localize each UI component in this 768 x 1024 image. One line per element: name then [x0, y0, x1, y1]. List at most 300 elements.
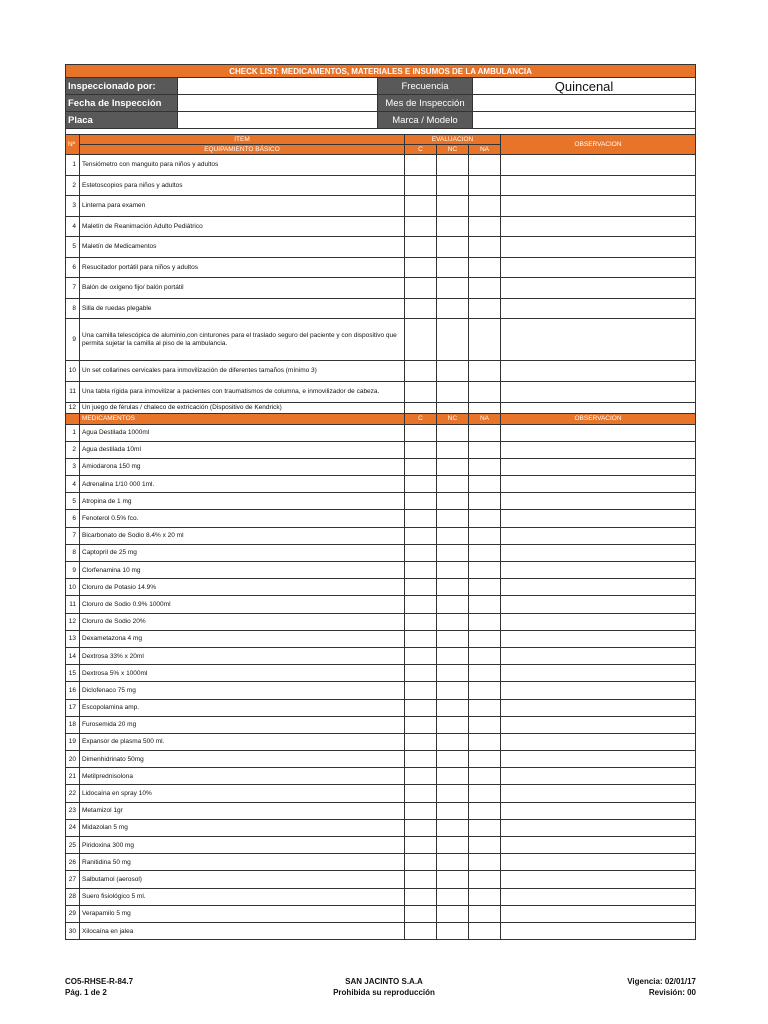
- na-checkbox[interactable]: [469, 476, 501, 493]
- nc-checkbox[interactable]: [437, 476, 469, 493]
- medicamentos-row: [66, 905, 696, 922]
- observacion-field[interactable]: [501, 819, 696, 836]
- marca-field[interactable]: [473, 112, 696, 129]
- item-description: Lidocaína en spray 10%: [80, 785, 405, 802]
- observacion-field[interactable]: [501, 319, 696, 361]
- item-description: Fenoterol 0.5% fco.: [80, 510, 405, 527]
- item-description: Furosemida 20 mg: [80, 716, 405, 733]
- header-table: [65, 64, 696, 134]
- medicamentos-rows: [66, 424, 696, 940]
- c-checkbox[interactable]: [405, 216, 437, 237]
- na-checkbox[interactable]: [469, 665, 501, 682]
- na-checkbox[interactable]: [469, 319, 501, 361]
- c-checkbox[interactable]: [405, 493, 437, 510]
- nc-checkbox[interactable]: [437, 216, 469, 237]
- item-number: 27: [66, 871, 80, 888]
- item-number: 3: [66, 196, 80, 217]
- item-number: 4: [66, 216, 80, 237]
- c-checkbox[interactable]: [405, 699, 437, 716]
- observacion-field[interactable]: [501, 544, 696, 561]
- item-number: 11: [66, 596, 80, 613]
- reproduction-notice: Prohibida su reproducción: [333, 988, 435, 997]
- marca-label: Marca / Modelo: [378, 112, 473, 129]
- medicamentos-row: [66, 837, 696, 854]
- na-checkbox[interactable]: [469, 733, 501, 750]
- na-checkbox[interactable]: [469, 716, 501, 733]
- na-checkbox[interactable]: [469, 888, 501, 905]
- item-description: Agua Destilada 1000ml: [80, 424, 405, 441]
- equipamiento-row: [66, 175, 696, 196]
- item-description: Dextrosa 33% x 20ml: [80, 647, 405, 664]
- c-checkbox[interactable]: [405, 596, 437, 613]
- na-checkbox[interactable]: [469, 402, 501, 413]
- page-number: Pág. 1 de 2: [65, 988, 107, 997]
- medicamentos-row: [66, 596, 696, 613]
- medicamentos-row: [66, 854, 696, 871]
- nc-checkbox[interactable]: [437, 733, 469, 750]
- c-checkbox[interactable]: [405, 155, 437, 176]
- observacion-field[interactable]: [501, 527, 696, 544]
- observacion-field[interactable]: [501, 905, 696, 922]
- na-checkbox[interactable]: [469, 613, 501, 630]
- item-number: 25: [66, 837, 80, 854]
- vigencia: Vigencia: 02/01/17: [627, 977, 696, 986]
- item-number: 20: [66, 751, 80, 768]
- inspeccionado-field[interactable]: [178, 78, 378, 95]
- item-number: 18: [66, 716, 80, 733]
- medicamentos-row: [66, 544, 696, 561]
- nc-checkbox[interactable]: [437, 699, 469, 716]
- na-checkbox[interactable]: [469, 458, 501, 475]
- item-number: 19: [66, 733, 80, 750]
- placa-field[interactable]: [178, 112, 378, 129]
- item-description: Metilprednisolona: [80, 768, 405, 785]
- c-checkbox[interactable]: [405, 630, 437, 647]
- observacion-field[interactable]: [501, 175, 696, 196]
- equipamiento-row: [66, 216, 696, 237]
- nc-checkbox[interactable]: [437, 278, 469, 299]
- observacion-field[interactable]: [501, 424, 696, 441]
- equipamiento-row: [66, 381, 696, 402]
- na-checkbox[interactable]: [469, 819, 501, 836]
- c-checkbox[interactable]: [405, 562, 437, 579]
- nc-checkbox[interactable]: [437, 768, 469, 785]
- document-code: CO5-RHSE-R-84.7: [65, 977, 134, 986]
- medicamentos-row: [66, 785, 696, 802]
- c-checkbox[interactable]: [405, 476, 437, 493]
- nc-checkbox[interactable]: [437, 647, 469, 664]
- item-description: Balón de oxígeno fijo/ balón portátil: [80, 278, 405, 299]
- nc-checkbox[interactable]: [437, 579, 469, 596]
- nc-checkbox[interactable]: [437, 257, 469, 278]
- item-number: 2: [66, 441, 80, 458]
- nc-checkbox[interactable]: [437, 361, 469, 382]
- c-checkbox[interactable]: [405, 237, 437, 258]
- item-description: Salbutamol (aerosol): [80, 871, 405, 888]
- fecha-field[interactable]: [178, 95, 378, 112]
- c-checkbox[interactable]: [405, 888, 437, 905]
- medicamentos-row: [66, 424, 696, 441]
- c-checkbox[interactable]: [405, 682, 437, 699]
- checklist-table: [65, 134, 696, 940]
- item-description: Maletín de Reanimación Adulto Pediátrico: [80, 216, 405, 237]
- c-checkbox[interactable]: [405, 837, 437, 854]
- nc-checkbox[interactable]: [437, 751, 469, 768]
- nc-checkbox[interactable]: [437, 682, 469, 699]
- footer-right: [627, 976, 696, 998]
- observacion-field[interactable]: [501, 888, 696, 905]
- c-checkbox[interactable]: [405, 424, 437, 441]
- c-checkbox[interactable]: [405, 527, 437, 544]
- equipamiento-rows: [66, 155, 696, 414]
- med-c-header: C: [405, 413, 437, 424]
- nc-checkbox[interactable]: [437, 596, 469, 613]
- na-checkbox[interactable]: [469, 630, 501, 647]
- na-checkbox[interactable]: [469, 175, 501, 196]
- item-description: Captopril de 25 mg: [80, 544, 405, 561]
- na-checkbox[interactable]: [469, 381, 501, 402]
- na-checkbox[interactable]: [469, 837, 501, 854]
- observacion-field[interactable]: [501, 837, 696, 854]
- item-description: Cloruro de Sodio 20%: [80, 613, 405, 630]
- medicamentos-row: [66, 751, 696, 768]
- observacion-field[interactable]: [501, 237, 696, 258]
- nc-checkbox[interactable]: [437, 854, 469, 871]
- observacion-field[interactable]: [501, 298, 696, 319]
- medicamentos-row: [66, 888, 696, 905]
- inspeccionado-label: Inspeccionado por:: [66, 78, 178, 95]
- observacion-field[interactable]: [501, 682, 696, 699]
- na-checkbox[interactable]: [469, 682, 501, 699]
- item-number: 5: [66, 237, 80, 258]
- item-description: Agua destilada 10ml: [80, 441, 405, 458]
- item-description: Verapamilo 5 mg: [80, 905, 405, 922]
- medicamentos-row: [66, 579, 696, 596]
- item-number: 17: [66, 699, 80, 716]
- nc-checkbox[interactable]: [437, 155, 469, 176]
- c-checkbox[interactable]: [405, 196, 437, 217]
- c-checkbox[interactable]: [405, 175, 437, 196]
- item-description: Una tabla rígida para inmovilizar a pacientes con traumatismos de columna, e inmovilizador de cabeza.: [80, 381, 405, 402]
- nc-checkbox[interactable]: [437, 319, 469, 361]
- item-description: Silla de ruedas plegable: [80, 298, 405, 319]
- observacion-field[interactable]: [501, 476, 696, 493]
- item-number: 22: [66, 785, 80, 802]
- item-description: Dextrosa 5% x 1000ml: [80, 665, 405, 682]
- medicamentos-header: MEDICAMENTOS: [80, 413, 405, 424]
- observacion-field[interactable]: [501, 196, 696, 217]
- nc-checkbox[interactable]: [437, 237, 469, 258]
- item-number: 4: [66, 476, 80, 493]
- equipamiento-row: [66, 402, 696, 413]
- na-checkbox[interactable]: [469, 647, 501, 664]
- c-checkbox[interactable]: [405, 381, 437, 402]
- na-checkbox[interactable]: [469, 922, 501, 939]
- observacion-field[interactable]: [501, 751, 696, 768]
- nc-checkbox[interactable]: [437, 888, 469, 905]
- equipamiento-row: [66, 237, 696, 258]
- item-number: 30: [66, 922, 80, 939]
- item-number: 10: [66, 579, 80, 596]
- item-number: 3: [66, 458, 80, 475]
- na-checkbox[interactable]: [469, 527, 501, 544]
- medicamentos-row: [66, 871, 696, 888]
- c-checkbox[interactable]: [405, 278, 437, 299]
- c-checkbox[interactable]: [405, 768, 437, 785]
- nc-checkbox[interactable]: [437, 458, 469, 475]
- na-checkbox[interactable]: [469, 699, 501, 716]
- nc-checkbox[interactable]: [437, 837, 469, 854]
- item-number: 1: [66, 424, 80, 441]
- na-checkbox[interactable]: [469, 155, 501, 176]
- item-description: Diclofenaco 75 mg: [80, 682, 405, 699]
- observacion-field[interactable]: [501, 458, 696, 475]
- nc-checkbox[interactable]: [437, 424, 469, 441]
- c-checkbox[interactable]: [405, 544, 437, 561]
- na-checkbox[interactable]: [469, 751, 501, 768]
- na-checkbox[interactable]: [469, 510, 501, 527]
- item-number: 28: [66, 888, 80, 905]
- item-number: 8: [66, 544, 80, 561]
- nc-checkbox[interactable]: [437, 922, 469, 939]
- na-checkbox[interactable]: [469, 802, 501, 819]
- observacion-field[interactable]: [501, 510, 696, 527]
- na-checkbox[interactable]: [469, 361, 501, 382]
- item-description: Maletín de Medicamentos: [80, 237, 405, 258]
- c-checkbox[interactable]: [405, 905, 437, 922]
- observacion-field[interactable]: [501, 768, 696, 785]
- item-description: Atropina de 1 mg: [80, 493, 405, 510]
- equipamiento-row: [66, 319, 696, 361]
- nc-checkbox[interactable]: [437, 905, 469, 922]
- nc-checkbox[interactable]: [437, 441, 469, 458]
- mes-label: Mes de Inspección: [378, 95, 473, 112]
- nc-checkbox[interactable]: [437, 716, 469, 733]
- c-checkbox[interactable]: [405, 733, 437, 750]
- nc-checkbox[interactable]: [437, 527, 469, 544]
- na-checkbox[interactable]: [469, 298, 501, 319]
- medicamentos-row: [66, 647, 696, 664]
- observacion-field[interactable]: [501, 596, 696, 613]
- na-checkbox[interactable]: [469, 196, 501, 217]
- medicamentos-row: [66, 922, 696, 939]
- na-checkbox[interactable]: [469, 785, 501, 802]
- observacion-field[interactable]: [501, 871, 696, 888]
- observacion-field[interactable]: [501, 647, 696, 664]
- c-checkbox[interactable]: [405, 361, 437, 382]
- observacion-field[interactable]: [501, 361, 696, 382]
- item-number: 9: [66, 319, 80, 361]
- na-checkbox[interactable]: [469, 905, 501, 922]
- na-checkbox[interactable]: [469, 278, 501, 299]
- na-checkbox[interactable]: [469, 424, 501, 441]
- item-description: Un juego de férulas / chaleco de extricación (Dispositivo de Kendrick): [80, 402, 405, 413]
- item-number: 1: [66, 155, 80, 176]
- na-checkbox[interactable]: [469, 768, 501, 785]
- equipamiento-row: [66, 298, 696, 319]
- c-checkbox[interactable]: [405, 665, 437, 682]
- na-checkbox[interactable]: [469, 562, 501, 579]
- observacion-field[interactable]: [501, 402, 696, 413]
- nc-checkbox[interactable]: [437, 562, 469, 579]
- nc-checkbox[interactable]: [437, 613, 469, 630]
- item-number: 16: [66, 682, 80, 699]
- observacion-field[interactable]: [501, 381, 696, 402]
- equipamiento-header: EQUIPAMIENTO BÁSICO: [80, 145, 405, 155]
- nc-checkbox[interactable]: [437, 665, 469, 682]
- c-checkbox[interactable]: [405, 319, 437, 361]
- item-number: 13: [66, 630, 80, 647]
- medicamentos-row: [66, 630, 696, 647]
- med-observacion-header: OBSERVACION: [501, 413, 696, 424]
- observacion-field[interactable]: [501, 155, 696, 176]
- nc-checkbox[interactable]: [437, 544, 469, 561]
- c-checkbox[interactable]: [405, 716, 437, 733]
- equipamiento-row: [66, 155, 696, 176]
- item-description: Resucitador portátil para niños y adultos: [80, 257, 405, 278]
- observacion-field[interactable]: [501, 493, 696, 510]
- medicamentos-row: [66, 476, 696, 493]
- c-checkbox[interactable]: [405, 441, 437, 458]
- num-header: Nº: [66, 135, 80, 155]
- c-checkbox[interactable]: [405, 402, 437, 413]
- medicamentos-row: [66, 493, 696, 510]
- item-description: Adrenalina 1/10 000 1ml.: [80, 476, 405, 493]
- c-checkbox[interactable]: [405, 510, 437, 527]
- item-description: Xilocaína en jalea: [80, 922, 405, 939]
- item-number: 8: [66, 298, 80, 319]
- item-number: 24: [66, 819, 80, 836]
- observacion-field[interactable]: [501, 579, 696, 596]
- equipamiento-row: [66, 361, 696, 382]
- c-header: C: [405, 145, 437, 155]
- c-checkbox[interactable]: [405, 647, 437, 664]
- nc-checkbox[interactable]: [437, 802, 469, 819]
- observacion-field[interactable]: [501, 562, 696, 579]
- item-description: Midazolan 5 mg: [80, 819, 405, 836]
- nc-checkbox[interactable]: [437, 298, 469, 319]
- c-checkbox[interactable]: [405, 854, 437, 871]
- na-checkbox[interactable]: [469, 237, 501, 258]
- item-description: Linterna para examen: [80, 196, 405, 217]
- med-na-header: NA: [469, 413, 501, 424]
- observacion-field[interactable]: [501, 785, 696, 802]
- c-checkbox[interactable]: [405, 579, 437, 596]
- medicamentos-row: [66, 768, 696, 785]
- c-checkbox[interactable]: [405, 458, 437, 475]
- item-number: 9: [66, 562, 80, 579]
- na-checkbox[interactable]: [469, 544, 501, 561]
- c-checkbox[interactable]: [405, 298, 437, 319]
- nc-checkbox[interactable]: [437, 819, 469, 836]
- placa-label: Placa: [66, 112, 178, 129]
- item-number: 6: [66, 510, 80, 527]
- item-number: 10: [66, 361, 80, 382]
- item-description: Expansor de plasma 500 ml.: [80, 733, 405, 750]
- na-checkbox[interactable]: [469, 871, 501, 888]
- company-name: SAN JACINTO S.A.A: [345, 977, 423, 986]
- observacion-field[interactable]: [501, 854, 696, 871]
- na-checkbox[interactable]: [469, 441, 501, 458]
- nc-checkbox[interactable]: [437, 381, 469, 402]
- observacion-field[interactable]: [501, 802, 696, 819]
- c-checkbox[interactable]: [405, 871, 437, 888]
- c-checkbox[interactable]: [405, 257, 437, 278]
- observacion-field[interactable]: [501, 441, 696, 458]
- item-description: Estetoscopios para niños y adultos: [80, 175, 405, 196]
- item-number: 5: [66, 493, 80, 510]
- c-checkbox[interactable]: [405, 819, 437, 836]
- nc-checkbox[interactable]: [437, 785, 469, 802]
- revision: Revisión: 00: [648, 988, 696, 997]
- c-checkbox[interactable]: [405, 751, 437, 768]
- na-checkbox[interactable]: [469, 493, 501, 510]
- medicamentos-row: [66, 527, 696, 544]
- item-number: 2: [66, 175, 80, 196]
- item-description: Dimenhidrinato 50mg: [80, 751, 405, 768]
- medicamentos-row: [66, 699, 696, 716]
- na-checkbox[interactable]: [469, 854, 501, 871]
- nc-checkbox[interactable]: [437, 871, 469, 888]
- item-description: Bicarbonato de Sodio 8.4% x 20 ml: [80, 527, 405, 544]
- observacion-field[interactable]: [501, 613, 696, 630]
- item-description: Cloruro de Sodio 0.9% 1000ml: [80, 596, 405, 613]
- item-number: 14: [66, 647, 80, 664]
- c-checkbox[interactable]: [405, 785, 437, 802]
- na-checkbox[interactable]: [469, 579, 501, 596]
- nc-header: NC: [437, 145, 469, 155]
- observacion-field[interactable]: [501, 630, 696, 647]
- nc-checkbox[interactable]: [437, 402, 469, 413]
- nc-checkbox[interactable]: [437, 630, 469, 647]
- item-number: 7: [66, 527, 80, 544]
- item-number: 26: [66, 854, 80, 871]
- checklist-title: CHECK LIST: MEDICAMENTOS, MATERIALES E INSUMOS DE LA AMBULANCIA: [66, 65, 696, 78]
- nc-checkbox[interactable]: [437, 493, 469, 510]
- item-description: Escopolamina amp.: [80, 699, 405, 716]
- c-checkbox[interactable]: [405, 802, 437, 819]
- nc-checkbox[interactable]: [437, 196, 469, 217]
- nc-checkbox[interactable]: [437, 175, 469, 196]
- observacion-field[interactable]: [501, 278, 696, 299]
- equipamiento-row: [66, 257, 696, 278]
- observacion-field[interactable]: [501, 922, 696, 939]
- observacion-field[interactable]: [501, 699, 696, 716]
- medicamentos-row: [66, 441, 696, 458]
- nc-checkbox[interactable]: [437, 510, 469, 527]
- item-description: Cloruro de Potasio 14.9%: [80, 579, 405, 596]
- na-checkbox[interactable]: [469, 216, 501, 237]
- observacion-field[interactable]: [501, 216, 696, 237]
- item-number: 11: [66, 381, 80, 402]
- item-description: Una camilla telescópica de aluminio,con cinturones para el traslado seguro del paciente y con dispositivo que permita sujetar la camilla al piso de la ambulancia.: [80, 319, 405, 361]
- observacion-field[interactable]: [501, 733, 696, 750]
- medicamentos-row: [66, 819, 696, 836]
- frecuencia-label: Frecuencia: [378, 78, 473, 95]
- observacion-field[interactable]: [501, 665, 696, 682]
- observacion-header: OBSERVACION: [501, 135, 696, 155]
- mes-field[interactable]: [473, 95, 696, 112]
- medicamentos-row: [66, 510, 696, 527]
- observacion-field[interactable]: [501, 257, 696, 278]
- c-checkbox[interactable]: [405, 922, 437, 939]
- na-checkbox[interactable]: [469, 257, 501, 278]
- c-checkbox[interactable]: [405, 613, 437, 630]
- item-description: Amiodarona 150 mg: [80, 458, 405, 475]
- observacion-field[interactable]: [501, 716, 696, 733]
- na-checkbox[interactable]: [469, 596, 501, 613]
- item-number: 6: [66, 257, 80, 278]
